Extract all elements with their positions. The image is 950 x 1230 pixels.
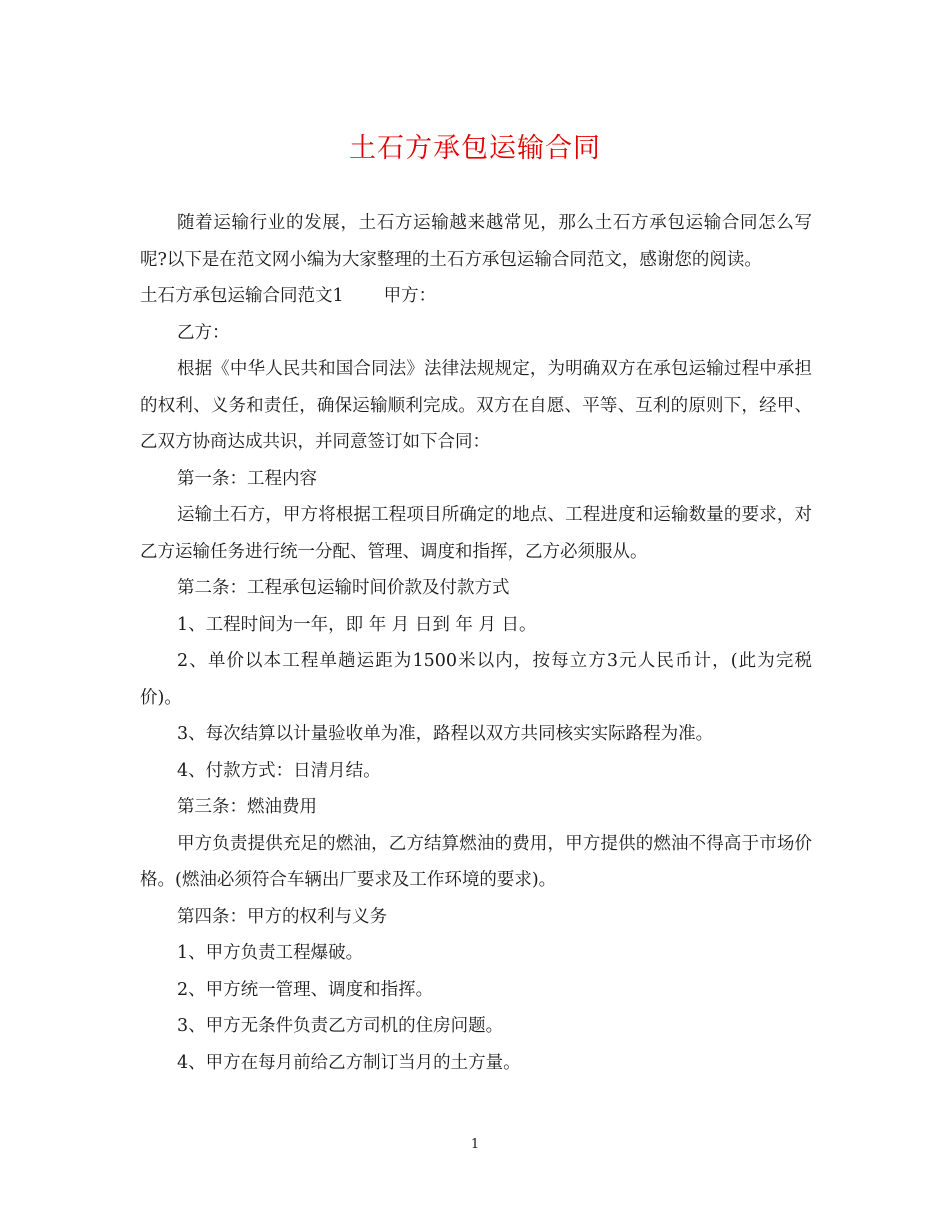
article-4-item: 3、甲方无条件负责乙方司机的住房问题。 xyxy=(177,1016,504,1036)
article-1-heading: 第一条：工程内容 xyxy=(177,468,317,489)
document-title: 土石方承包运输合同 xyxy=(349,133,601,164)
preamble-paragraph: 根据《中华人民共和国合同法》法律法规规定，为明确双方在承包运输过程中承担的权利、义务和责任，确保运输顺利完成。双方在自愿、平等、互利的原则下，经甲、乙双方协商达成共识，并同意签订如下合同： xyxy=(140,359,812,452)
article-2-item: 3、每次结算以计量验收单为准，路程以双方共同核实实际路程为准。 xyxy=(177,724,714,744)
article-2-heading: 第二条：工程承包运输时间价款及付款方式 xyxy=(177,578,510,598)
party-a-label: 甲方： xyxy=(383,286,437,306)
article-4-item: 4、甲方在每月前给乙方制订当月的土方量。 xyxy=(177,1052,521,1073)
article-4-item: 2、甲方统一管理、调度和指挥。 xyxy=(177,979,434,1000)
document-body xyxy=(140,205,812,1081)
sample-heading-line xyxy=(140,278,812,315)
article-3-text: 甲方负责提供充足的燃油，乙方结算燃油的费用，甲方提供的燃油不得高于市场价格。(燃油必须符合车辆出厂要求及工作环境的要求)。 xyxy=(140,833,812,890)
sample-heading: 土石方承包运输合同范文1 xyxy=(140,286,344,306)
intro-paragraph: 随着运输行业的发展，土石方运输越来越常见，那么土石方承包运输合同怎么写呢?以下是在范文网小编为大家整理的土石方承包运输合同范文，感谢您的阅读。 xyxy=(140,213,812,270)
article-2-item: 4、付款方式：日清月结。 xyxy=(177,760,381,781)
article-3-heading: 第三条：燃油费用 xyxy=(177,797,317,817)
article-1-text: 运输土石方，甲方将根据工程项目所确定的地点、工程进度和运输数量的要求，对乙方运输任务进行统一分配、管理、调度和指挥，乙方必须服从。 xyxy=(140,505,812,562)
article-4-heading: 第四条：甲方的权利与义务 xyxy=(177,906,387,927)
article-2-item: 2、单价以本工程单趟运距为1500米以内，按每立方3元人民币计，(此为完税价)。 xyxy=(140,651,812,708)
article-4-item: 1、甲方负责工程爆破。 xyxy=(177,943,364,963)
party-b-label: 乙方： xyxy=(177,322,230,343)
article-2-item: 1、工程时间为一年，即 年 月 日到 年 月 日。 xyxy=(177,614,537,635)
page-number: 1 xyxy=(470,1137,480,1152)
